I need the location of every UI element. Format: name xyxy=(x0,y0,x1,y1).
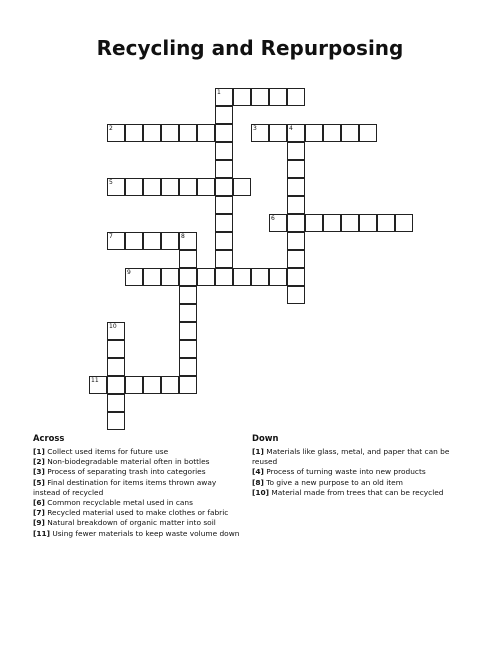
grid-cell[interactable] xyxy=(143,178,161,196)
grid-cell[interactable] xyxy=(287,268,305,286)
grid-cell[interactable] xyxy=(287,214,305,232)
grid-cell[interactable] xyxy=(215,124,233,142)
across-clue xyxy=(33,529,243,539)
down-heading: Down xyxy=(252,433,279,443)
clue-text: Recycled material used to make clothes or fabric xyxy=(44,508,229,518)
grid-cell[interactable] xyxy=(179,232,197,250)
down-clue xyxy=(252,447,462,467)
grid-cell[interactable] xyxy=(215,106,233,124)
cell-number: 11 xyxy=(91,377,99,384)
clue-text: Process of turning waste into new products xyxy=(263,467,426,477)
grid-cell[interactable] xyxy=(287,88,305,106)
grid-cell[interactable] xyxy=(161,376,179,394)
grid-cell[interactable] xyxy=(215,178,233,196)
grid-cell[interactable] xyxy=(197,178,215,196)
grid-cell[interactable] xyxy=(323,214,341,232)
grid-cell[interactable] xyxy=(287,160,305,178)
grid-cell[interactable] xyxy=(125,178,143,196)
grid-cell[interactable] xyxy=(215,142,233,160)
grid-cell[interactable] xyxy=(125,376,143,394)
across-clues xyxy=(33,433,243,539)
clue-number: [8] xyxy=(252,477,264,487)
down-clue xyxy=(252,488,462,498)
grid-cell[interactable] xyxy=(305,124,323,142)
clue-number: [4] xyxy=(252,467,264,477)
cell-number: 2 xyxy=(109,125,113,132)
clue-text: Natural breakdown of organic matter into soil xyxy=(44,518,216,528)
grid-cell[interactable] xyxy=(107,394,125,412)
grid-cell[interactable] xyxy=(233,178,251,196)
across-clue xyxy=(33,447,243,457)
across-clue xyxy=(33,508,243,518)
grid-cell[interactable] xyxy=(215,160,233,178)
clue-text: Process of separating trash into categories xyxy=(44,467,206,477)
clue-text: Using fewer materials to keep waste volume down xyxy=(50,528,240,538)
grid-cell[interactable] xyxy=(251,124,269,142)
down-clues xyxy=(252,433,462,498)
grid-cell[interactable] xyxy=(287,232,305,250)
grid-cell[interactable] xyxy=(359,124,377,142)
grid-cell[interactable] xyxy=(161,124,179,142)
cell-number: 5 xyxy=(109,179,113,186)
grid-cell[interactable] xyxy=(233,88,251,106)
grid-cell[interactable] xyxy=(161,178,179,196)
down-clue xyxy=(252,478,462,488)
grid-cell[interactable] xyxy=(233,268,251,286)
grid-cell[interactable] xyxy=(215,196,233,214)
cell-number: 9 xyxy=(127,269,131,276)
grid-cell[interactable] xyxy=(287,124,305,142)
grid-cell[interactable] xyxy=(197,268,215,286)
grid-cell[interactable] xyxy=(125,124,143,142)
grid-cell[interactable] xyxy=(179,304,197,322)
grid-cell[interactable] xyxy=(107,340,125,358)
grid-cell[interactable] xyxy=(359,214,377,232)
grid-cell[interactable] xyxy=(269,268,287,286)
grid-cell[interactable] xyxy=(215,214,233,232)
cell-number: 3 xyxy=(253,125,257,132)
grid-cell[interactable] xyxy=(215,88,233,106)
grid-cell[interactable] xyxy=(305,214,323,232)
across-clue xyxy=(33,478,243,498)
grid-cell[interactable] xyxy=(143,376,161,394)
grid-cell[interactable] xyxy=(107,232,125,250)
clue-number: [9] xyxy=(33,518,45,528)
grid-cell[interactable] xyxy=(179,286,197,304)
clue-number: [7] xyxy=(33,508,45,518)
grid-cell[interactable] xyxy=(107,358,125,376)
grid-cell[interactable] xyxy=(287,286,305,304)
grid-cell[interactable] xyxy=(179,322,197,340)
clue-text: Non-biodegradable material often in bottles xyxy=(44,457,210,467)
grid-cell[interactable] xyxy=(143,124,161,142)
clue-number: [1] xyxy=(33,447,45,456)
grid-cell[interactable] xyxy=(125,268,143,286)
grid-cell[interactable] xyxy=(215,268,233,286)
grid-cell[interactable] xyxy=(143,268,161,286)
grid-cell[interactable] xyxy=(197,124,215,142)
puzzle-title: Recycling and Repurposing xyxy=(96,36,404,60)
clue-text: Common recyclable metal used in cans xyxy=(44,498,193,508)
grid-cell[interactable] xyxy=(341,124,359,142)
cell-number: 8 xyxy=(181,233,185,240)
grid-cell[interactable] xyxy=(179,268,197,286)
grid-cell[interactable] xyxy=(179,358,197,376)
grid-cell[interactable] xyxy=(107,322,125,340)
grid-cell[interactable] xyxy=(287,178,305,196)
grid-cell[interactable] xyxy=(251,268,269,286)
across-clue xyxy=(33,457,243,467)
down-clue xyxy=(252,467,462,477)
across-clue xyxy=(33,467,243,477)
cell-number: 10 xyxy=(109,323,117,330)
grid-cell[interactable] xyxy=(215,250,233,268)
grid-cell[interactable] xyxy=(215,232,233,250)
clue-text: To give a new purpose to an old item xyxy=(263,477,403,487)
clue-text: Materials like glass, metal, and paper that can be reused xyxy=(252,447,450,467)
grid-cell[interactable] xyxy=(269,214,287,232)
cell-number: 1 xyxy=(217,89,221,96)
cell-number: 7 xyxy=(109,233,113,240)
grid-cell[interactable] xyxy=(251,88,269,106)
grid-cell[interactable] xyxy=(125,232,143,250)
grid-cell[interactable] xyxy=(161,268,179,286)
grid-cell[interactable] xyxy=(179,124,197,142)
grid-cell[interactable] xyxy=(377,214,395,232)
clue-text: Material made from trees that can be recycled xyxy=(269,487,444,497)
grid-cell[interactable] xyxy=(287,250,305,268)
grid-cell[interactable] xyxy=(287,142,305,160)
clue-text: Final destination for items items thrown away instead of recycled xyxy=(33,477,217,497)
grid-cell[interactable] xyxy=(287,196,305,214)
grid-cell[interactable] xyxy=(179,340,197,358)
clue-number: [6] xyxy=(33,498,45,508)
grid-cell[interactable] xyxy=(179,376,197,394)
across-clue xyxy=(33,518,243,528)
across-clue xyxy=(33,498,243,508)
grid-cell[interactable] xyxy=(107,376,125,394)
clue-number: [2] xyxy=(33,457,45,467)
grid-cell[interactable] xyxy=(269,88,287,106)
clue-number: [10] xyxy=(252,487,270,497)
grid-cell[interactable] xyxy=(179,178,197,196)
grid-cell[interactable] xyxy=(107,178,125,196)
grid-cell[interactable] xyxy=(341,214,359,232)
across-heading: Across xyxy=(33,433,65,443)
grid-cell[interactable] xyxy=(395,214,413,232)
clue-number: [1] xyxy=(252,447,264,456)
clue-text: Collect used items for future use xyxy=(44,447,169,456)
grid-cell[interactable] xyxy=(89,376,107,394)
grid-cell[interactable] xyxy=(161,232,179,250)
grid-cell[interactable] xyxy=(269,124,287,142)
grid-cell[interactable] xyxy=(143,232,161,250)
grid-cell[interactable] xyxy=(323,124,341,142)
cell-number: 6 xyxy=(271,215,275,222)
clue-number: [3] xyxy=(33,467,45,477)
grid-cell[interactable] xyxy=(179,250,197,268)
cell-number: 4 xyxy=(289,125,293,132)
clue-number: [5] xyxy=(33,477,45,487)
clue-number: [11] xyxy=(33,528,51,538)
grid-cell[interactable] xyxy=(107,412,125,430)
grid-cell[interactable] xyxy=(107,124,125,142)
